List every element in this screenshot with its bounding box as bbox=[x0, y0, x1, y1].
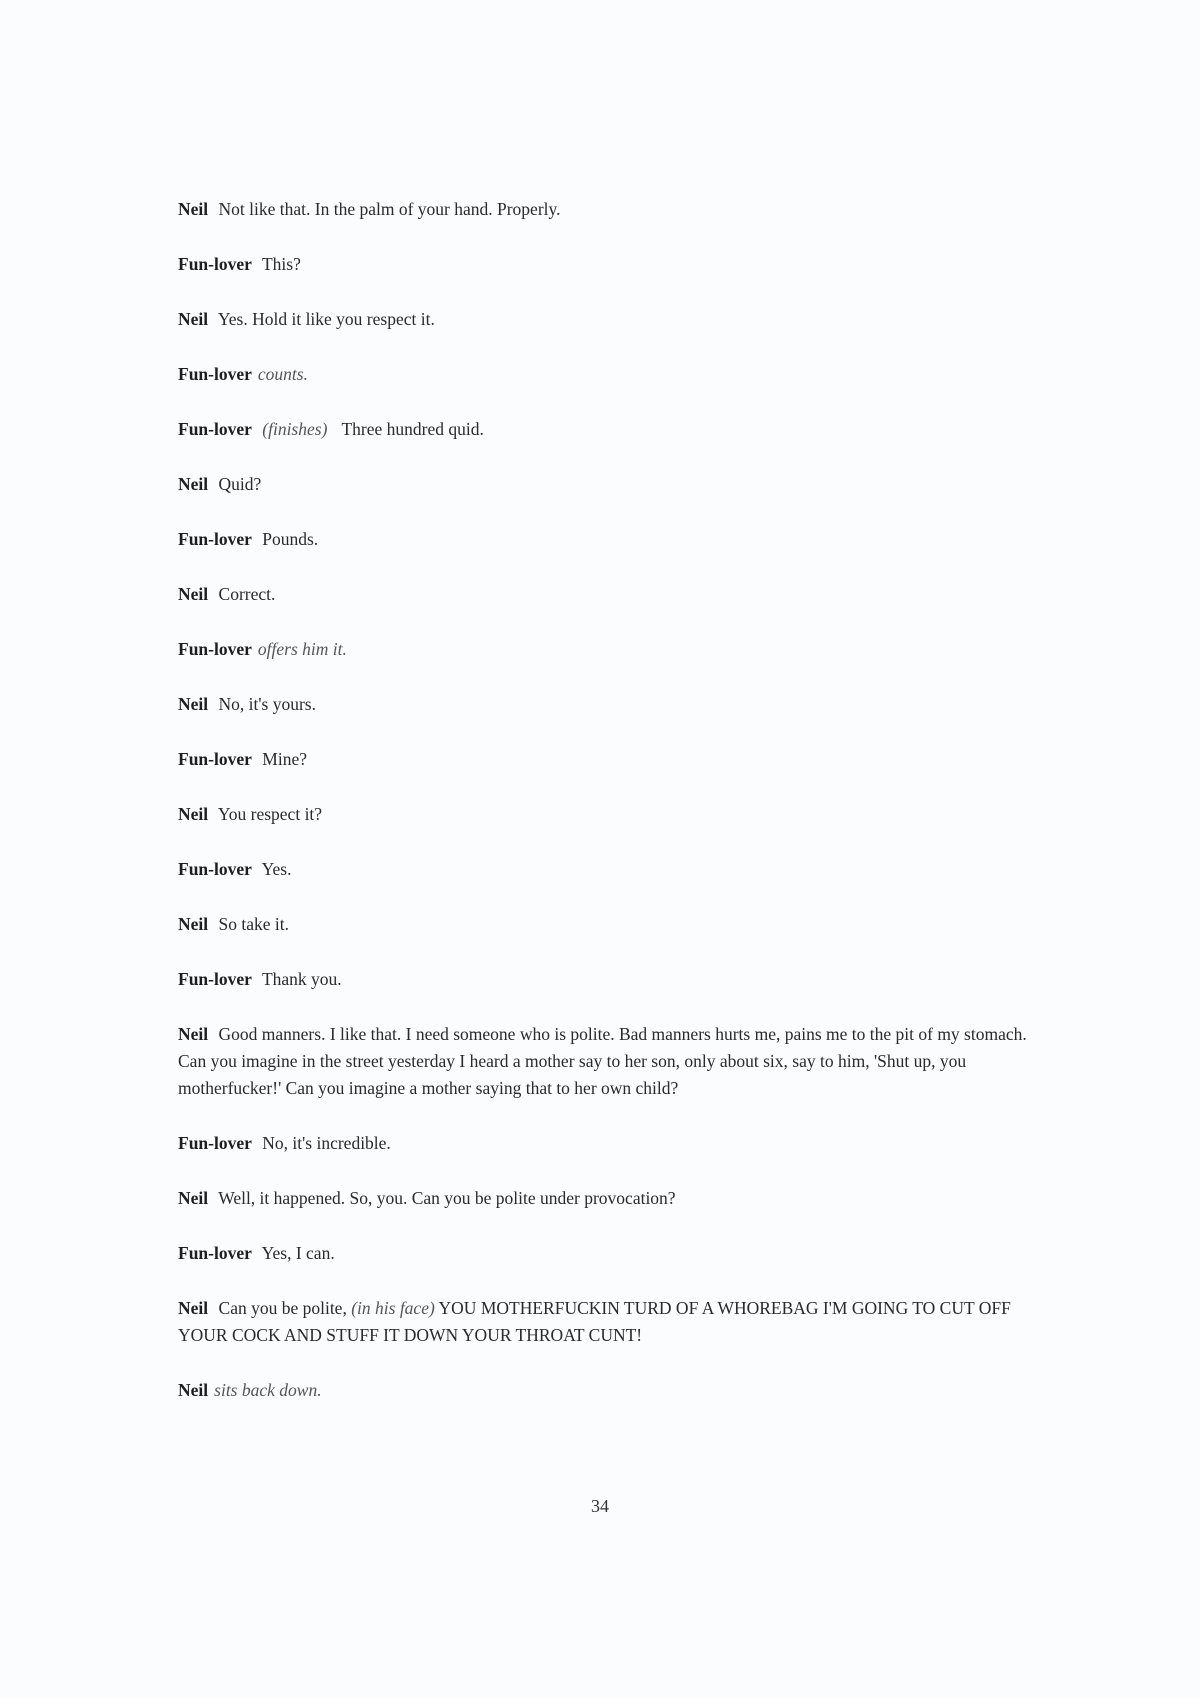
speaker-name: Fun-lover bbox=[178, 419, 252, 439]
dialogue-line bbox=[178, 966, 1028, 993]
speaker-name: Neil bbox=[178, 694, 209, 714]
speaker-name: Fun-lover bbox=[178, 254, 252, 274]
dialogue-text: Quid? bbox=[218, 474, 262, 494]
dialogue-text: Three hundred quid. bbox=[341, 419, 484, 439]
dialogue-text: No, it's yours. bbox=[218, 694, 316, 714]
speaker-name: Fun-lover bbox=[178, 364, 252, 384]
dialogue-text: Good manners. I like that. I need someone who is polite. Bad manners hurts me, pains me to the pit of my stomach. Can you imagine in the street yesterday I heard a mother say to her son, only about six, say to him, 'Shut up, you motherfucker!' Can you imagine a mother saying that to her own child? bbox=[178, 1024, 1027, 1098]
dialogue-line bbox=[178, 471, 1028, 498]
dialogue-text: Well, it happened. So, you. Can you be polite under provocation? bbox=[218, 1188, 676, 1208]
stage-direction-line bbox=[178, 1377, 1028, 1404]
dialogue-text: No, it's incredible. bbox=[262, 1133, 391, 1153]
stage-direction: sits back down. bbox=[214, 1380, 322, 1400]
dialogue-line bbox=[178, 911, 1028, 938]
dialogue-text: Yes, I can. bbox=[261, 1243, 335, 1263]
dialogue-text: This? bbox=[261, 254, 301, 274]
dialogue-text: Not like that. In the palm of your hand. Properly. bbox=[218, 199, 561, 219]
stage-direction: offers him it. bbox=[257, 639, 347, 659]
speaker-name: Neil bbox=[178, 1380, 209, 1400]
speaker-name: Neil bbox=[178, 914, 209, 934]
dialogue-text: Yes. bbox=[261, 859, 292, 879]
stage-direction: (in his face) bbox=[351, 1298, 435, 1318]
speaker-name: Fun-lover bbox=[178, 749, 252, 769]
dialogue-text: Correct. bbox=[218, 584, 276, 604]
dialogue-text: Pounds. bbox=[262, 529, 319, 549]
dialogue-line bbox=[178, 526, 1028, 553]
dialogue-line bbox=[178, 251, 1028, 278]
speaker-name: Neil bbox=[178, 199, 209, 219]
dialogue-text-shouted: YOU MOTHERFUCKIN TURD OF A WHOREBAG I'M GOING TO CUT OFF YOUR COCK AND STUFF IT DOWN YOUR THROAT CUNT! bbox=[178, 1298, 1011, 1345]
speaker-name: Fun-lover bbox=[178, 859, 252, 879]
dialogue-line bbox=[178, 1240, 1028, 1267]
dialogue-text: Thank you. bbox=[261, 969, 342, 989]
dialogue-line bbox=[178, 581, 1028, 608]
speaker-name: Neil bbox=[178, 804, 209, 824]
stage-direction-line bbox=[178, 361, 1028, 388]
speaker-name: Fun-lover bbox=[178, 639, 252, 659]
speaker-name: Fun-lover bbox=[178, 529, 252, 549]
stage-direction: (finishes) bbox=[262, 419, 328, 439]
dialogue-text: Mine? bbox=[262, 749, 307, 769]
dialogue-line bbox=[178, 196, 1028, 223]
speaker-name: Neil bbox=[178, 1188, 209, 1208]
dialogue-text: Yes. Hold it like you respect it. bbox=[217, 309, 435, 329]
page-number: 34 bbox=[591, 1496, 609, 1516]
speaker-name: Neil bbox=[178, 1298, 209, 1318]
stage-direction-line bbox=[178, 636, 1028, 663]
speaker-name: Fun-lover bbox=[178, 969, 252, 989]
dialogue-line bbox=[178, 856, 1028, 883]
speaker-name: Fun-lover bbox=[178, 1243, 252, 1263]
dialogue-line bbox=[178, 1295, 1028, 1349]
script-body bbox=[178, 196, 1028, 1432]
dialogue-line bbox=[178, 306, 1028, 333]
dialogue-line bbox=[178, 691, 1028, 718]
dialogue-line bbox=[178, 801, 1028, 828]
dialogue-text: You respect it? bbox=[217, 804, 323, 824]
speaker-name: Neil bbox=[178, 309, 209, 329]
speaker-name: Fun-lover bbox=[178, 1133, 252, 1153]
speaker-name: Neil bbox=[178, 474, 209, 494]
dialogue-line bbox=[178, 746, 1028, 773]
dialogue-line bbox=[178, 1130, 1028, 1157]
stage-direction: counts. bbox=[257, 364, 308, 384]
speaker-name: Neil bbox=[178, 584, 209, 604]
dialogue-line bbox=[178, 1185, 1028, 1212]
dialogue-line bbox=[178, 416, 1028, 443]
dialogue-line bbox=[178, 1021, 1028, 1102]
dialogue-text: So take it. bbox=[218, 914, 289, 934]
speaker-name: Neil bbox=[178, 1024, 209, 1044]
dialogue-text: Can you be polite, bbox=[218, 1298, 347, 1318]
